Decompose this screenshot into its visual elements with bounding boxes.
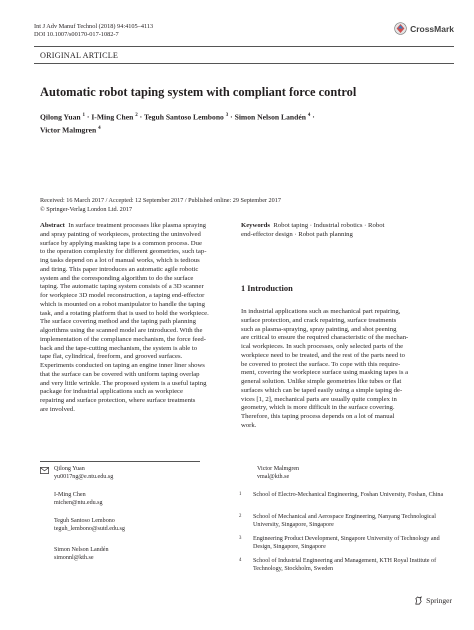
- intro-line: surfaces which can be taped easily using a simple taping de-: [241, 386, 403, 394]
- author-name[interactable]: I-Ming Chen: [91, 112, 134, 122]
- contact-entry: [54, 492, 103, 508]
- abstract-line: algorithms using the scanned model are introduced. With the: [40, 327, 203, 334]
- springer-horse-icon: [414, 596, 423, 605]
- abstract-label: Abstract: [40, 222, 65, 229]
- contact-entry: [257, 466, 299, 482]
- publisher-logo: [414, 596, 452, 605]
- affiliation: [239, 514, 449, 530]
- crossmark-label: CrossMark: [410, 23, 454, 34]
- author-name[interactable]: Teguh Santoso Lembono: [143, 112, 224, 122]
- abstract-line: task, and a rotating platform that is used to hold the workpiece.: [40, 309, 209, 317]
- abstract-line: back and the tape-cutting mechanism, the system is able to: [40, 344, 198, 352]
- keywords: [241, 222, 445, 240]
- author-affil-mark: 2: [135, 113, 138, 118]
- journal-header: [34, 23, 153, 39]
- header-rule-bottom: [34, 63, 454, 64]
- author-name[interactable]: Simon Nelson Landén: [234, 112, 306, 122]
- affiliation-number: 4: [239, 558, 242, 563]
- affiliation-number: 2: [239, 514, 242, 519]
- abstract-line: to the operation complexity for different geometries, such tap-: [40, 248, 207, 256]
- keywords-line: Keywords Robot taping · Industrial robotics · Robot: [241, 222, 385, 229]
- abstract-line: which is mounted on a robot manipulator to handle the taping: [40, 300, 205, 308]
- intro-line: general solution. Unlike simple geometries like tubes or flat: [241, 378, 402, 385]
- contact-name: Simon Nelson Landén: [54, 547, 109, 553]
- keywords-label: Keywords: [241, 222, 270, 229]
- doi[interactable]: DOI 10.1007/s00170-017-1082-7: [34, 31, 119, 39]
- abstract-line: repairing and surface protection, where surface treatments: [40, 397, 196, 404]
- abstract-line: The surface covering method and the taping path planning: [40, 318, 196, 326]
- abstract-line: for workpiece 3D model reconstruction, a taping end-effector: [40, 292, 205, 299]
- contact-name: Qilong Yuan: [54, 466, 85, 472]
- abstract-line: ing tasks depend on a lot of manual works, which is tedious: [40, 257, 200, 264]
- contact-email[interactable]: vmal@kth.se: [257, 473, 290, 480]
- author-affil-mark: 1: [82, 113, 85, 118]
- crossmark-icon: [394, 22, 407, 35]
- affiliation-number: 1: [239, 492, 242, 497]
- author-list: Qilong Yuan $^1$ · I-Ming Chen $^2$ · Teguh Santoso Lembono $^3$ · Simon Nelson Landén $^4$ · Victor Malmgren $^4$: [40, 112, 315, 135]
- abstract-line: that the surface can be covered with uniform taping overlap: [40, 370, 200, 378]
- author-affil-mark: 4: [98, 125, 101, 131]
- author-name[interactable]: Qilong Yuan: [40, 112, 81, 122]
- journal-citation: Int J Adv Manuf Technol (2018) 94:4105–4113: [34, 23, 154, 30]
- affiliation-text: School of Industrial Engineering and Management, KTH Royal Institute of Technology, Stockholm, Sweden: [253, 558, 437, 572]
- affiliation-text: School of Electro-Mechanical Engineering, Foshan University, Foshan, China: [253, 492, 444, 498]
- intro-line: ical workpieces. In such processes, only selected parts of the: [241, 343, 404, 350]
- copyright: © Springer-Verlag London Ltd. 2017: [40, 205, 133, 213]
- author-affil-mark: 3: [225, 113, 229, 118]
- abstract: [40, 222, 230, 415]
- keywords-line: end-effector design · Robot path planning: [241, 230, 353, 238]
- contact-email[interactable]: simonnl@kth.se: [54, 554, 94, 561]
- history-dates: Received: 16 March 2017 / Accepted: 12 September 2017 / Published online: 29 September 2017: [40, 197, 281, 204]
- intro-line: Therefore, this taping process depends on a lot of manual: [241, 413, 395, 420]
- section-heading: 1 Introduction: [241, 284, 293, 293]
- abstract-line: package for industrial applications such as workpiece: [40, 388, 183, 396]
- intro-line: be covered to protect the surface. To cope with this require-: [241, 360, 401, 368]
- contact-name: Teguh Santoso Lembono: [54, 518, 115, 524]
- affiliation-text: Engineering Product Development, Singapore University of Technology and Design, Singapore, Singapore: [253, 536, 440, 550]
- article-dates: [40, 197, 281, 214]
- header-rule-top: [34, 46, 454, 47]
- intro-line: are critical to ensure the required characteristic of the mechan-: [241, 334, 409, 342]
- crossmark-badge[interactable]: [394, 22, 454, 35]
- publisher-name: Springer: [426, 596, 452, 605]
- mail-icon: [40, 467, 49, 474]
- abstract-line: Abstract In surface treatment processes like plasma spraying: [40, 222, 207, 229]
- contact-name: Victor Malmgren: [257, 466, 300, 472]
- intro-line: surface protection, and crack repairing, surface treatments: [241, 316, 397, 324]
- abstract-line: and spray painting of workpieces, protecting the uninvolved: [40, 230, 201, 238]
- intro-line: workpiece need to be treated, and the rest of the parts need to: [241, 351, 405, 359]
- intro-line: work.: [241, 421, 257, 429]
- intro-line: such as plasma-spraying, spray painting, and shot peening: [241, 325, 397, 333]
- abstract-line: Experiments conducted on taping an engine inner liner shows: [40, 362, 205, 369]
- intro-line: In industrial applications such as mechanical part repairing,: [241, 308, 401, 315]
- affiliation: [239, 536, 449, 552]
- affiliation: [239, 558, 449, 574]
- intro-line: geometry, which is more difficult in the surface covering.: [241, 404, 395, 412]
- contact-email[interactable]: teguh_lembono@sutd.edu.sg: [54, 525, 125, 532]
- abstract-line: are involved.: [40, 405, 75, 413]
- paper-title: Automatic robot taping system with compliant force control: [40, 85, 357, 99]
- contact-entry: [54, 518, 125, 534]
- abstract-line: tape flat, cylindrical, freeform, and grooved surfaces.: [40, 353, 183, 361]
- affiliation-number: 3: [239, 536, 242, 541]
- abstract-line: taping. The automatic taping system consists of a 3D scanner: [40, 283, 204, 291]
- contact-name: I-Ming Chen: [54, 492, 86, 498]
- intro-line: ment, covering the workpiece surface using masking tapes is a: [241, 369, 409, 377]
- footnote-rule: [40, 461, 200, 462]
- contact-email[interactable]: yu0017ng@e.ntu.edu.sg: [54, 473, 114, 480]
- contact-email[interactable]: michen@ntu.edu.sg: [54, 499, 103, 506]
- abstract-line: surface by applying masking tape is a common process. Due: [40, 239, 202, 247]
- author-name[interactable]: Victor Malmgren: [40, 125, 97, 135]
- abstract-line: implementation of the compliance mechanism, the force feed-: [40, 335, 207, 343]
- abstract-line: and tiring. This paper introduces an automatic agile robotic: [40, 265, 199, 273]
- affiliation-text: School of Mechanical and Aerospace Engineering, Nanyang Technological University, Singapore, Singapore: [253, 514, 436, 528]
- contact-entry: [54, 466, 113, 482]
- contact-entry: [54, 547, 109, 563]
- introduction-body: [241, 308, 446, 431]
- abstract-line: system and the corresponding algorithm to do the surface: [40, 274, 194, 282]
- author-affil-mark: 4: [307, 113, 311, 118]
- abstract-line: and very little wrinkle. The proposed system is a useful taping: [40, 379, 207, 387]
- article-type: ORIGINAL ARTICLE: [40, 51, 119, 60]
- intro-line: vices [1, 2], mechanical parts are usually quite complex in: [241, 395, 397, 403]
- affiliation: [239, 492, 449, 500]
